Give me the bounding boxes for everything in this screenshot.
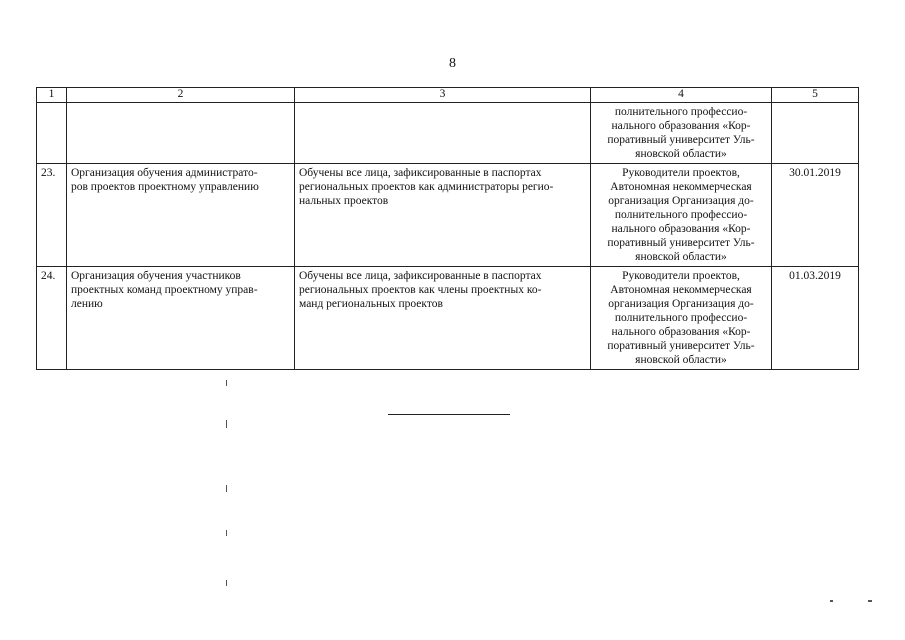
date-cell <box>772 103 859 164</box>
column-header: 5 <box>772 88 859 103</box>
page-number: 8 <box>449 56 456 71</box>
row-number-cell <box>37 103 67 164</box>
scan-speck <box>226 420 227 428</box>
activities-table <box>36 87 859 370</box>
column-header: 3 <box>295 88 591 103</box>
column-header: 4 <box>591 88 772 103</box>
result-cell: Обучены все лица, зафиксированные в паспортах региональных проектов как члены проектных ко- манд региональных проектов <box>295 267 591 370</box>
row-number-cell: 23. <box>37 164 67 267</box>
table-row <box>37 267 859 370</box>
result-cell: Обучены все лица, зафиксированные в паспортах региональных проектов как администраторы регио- нальных проектов <box>295 164 591 267</box>
table-row <box>37 103 859 164</box>
responsible-cell: полнительного профессио- нального образования «Кор- поративный университет Уль- яновской области» <box>591 103 772 164</box>
scan-speck <box>868 600 872 602</box>
end-divider-line <box>388 414 510 415</box>
result-cell <box>295 103 591 164</box>
scan-speck <box>226 580 227 586</box>
responsible-cell: Руководители проектов, Автономная некоммерческая организация Организация до- полнительного профессио- нального образования «Кор- поративный университет Уль- яновской области» <box>591 164 772 267</box>
date-cell: 30.01.2019 <box>772 164 859 267</box>
date-cell: 01.03.2019 <box>772 267 859 370</box>
scan-speck <box>830 600 833 602</box>
column-header: 2 <box>67 88 295 103</box>
task-cell: Организация обучения участников проектных команд проектному управ- лению <box>67 267 295 370</box>
scan-speck <box>226 380 227 386</box>
row-number-cell: 24. <box>37 267 67 370</box>
scan-speck <box>226 530 227 536</box>
responsible-cell: Руководители проектов, Автономная некоммерческая организация Организация до- полнительного профессио- нального образования «Кор- поративный университет Уль- яновской области» <box>591 267 772 370</box>
table-row <box>37 164 859 267</box>
scan-speck <box>226 485 227 492</box>
column-header: 1 <box>37 88 67 103</box>
task-cell: Организация обучения администрато- ров проектов проектному управлению <box>67 164 295 267</box>
table-header-row <box>37 88 859 103</box>
task-cell <box>67 103 295 164</box>
